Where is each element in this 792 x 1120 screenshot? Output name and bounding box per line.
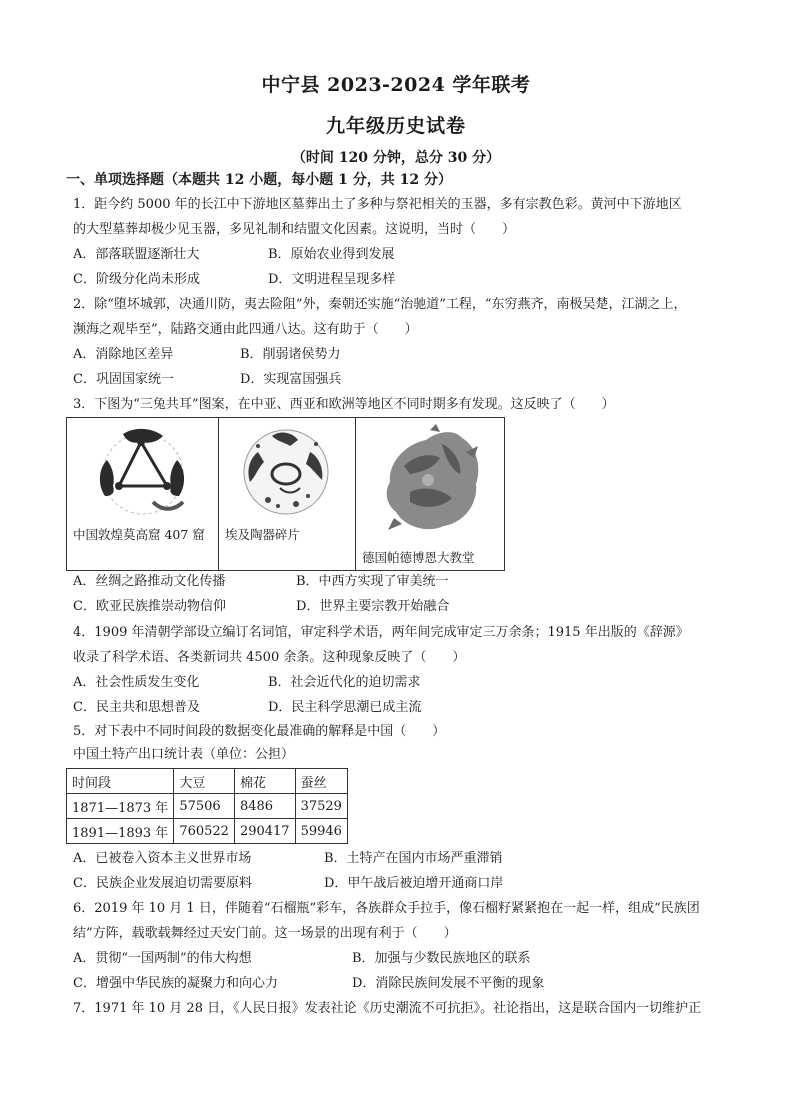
figure-caption-dunhuang: 中国敦煌莫高窟 407 窟 [73, 527, 205, 542]
q5-table-caption: 中国土特产出口统计表（单位：公担） [73, 747, 295, 762]
exam-subject-title: 九年级历史试卷 [325, 115, 466, 137]
q3-option-b: B．中西方实现了审美统一 [296, 574, 449, 589]
q1-option-a: A．部落联盟逐渐壮大 [73, 247, 200, 262]
exam-meta: （时间 120 分钟，总分 30 分） [291, 150, 501, 166]
q5-stem-line1: 5．对下表中不同时间段的数据变化最准确的解释是中国（ ） [73, 724, 446, 739]
table-header-cell: 时间段 [67, 769, 174, 794]
q5-option-b: B．土特产在国内市场严重滞销 [324, 851, 503, 866]
three-hares-dunhuang-image [83, 422, 203, 522]
q6-option-d: D．消除民族间发展不平衡的现象 [352, 976, 545, 991]
q1-option-c: C．阶级分化尚未形成 [73, 272, 200, 287]
q3-option-a: A．丝绸之路推动文化传播 [73, 574, 226, 589]
q7-stem-line1: 7．1971 年 10 月 28 日，《人民日报》发表社论《历史潮流不可抗拒》。社论指出，这是联合国内一切维护正 [73, 1001, 702, 1016]
export-statistics-table [66, 768, 348, 844]
table-cell: 1871—1873 年 [67, 794, 174, 819]
q2-stem-line1: 2．除“堕坏城郭，决通川防，夷去险阻”外，秦朝还实施“治驰道”工程，“东穷燕齐，南极吴楚，江湖之上， [73, 297, 687, 312]
q1-stem-line2: 的大型墓葬却极少见玉器，多见礼制和结盟文化因素。这说明，当时（ ） [73, 222, 516, 237]
q6-option-a: A．贯彻“一国两制”的伟大构想 [73, 951, 252, 966]
section-heading: 一、单项选择题（本题共 12 小题，每小题 1 分，共 12 分） [66, 172, 452, 188]
figure-caption-paderborn: 德国帕德博恩大教堂 [362, 550, 475, 565]
q4-option-d: D．民主科学思潮已成主流 [268, 700, 422, 715]
q6-stem-line1: 6．2019 年 10 月 1 日，伴随着“石榴瓶”彩车，各族群众手拉手，像石榴籽紧紧抱在一起一样，组成“民族团 [73, 901, 700, 916]
table-cell: 37529 [295, 794, 347, 819]
q5-option-a: A．已被卷入资本主义世界市场 [73, 851, 252, 866]
q3-stem-line1: 3．下图为“三兔共耳”图案，在中亚、西亚和欧洲等地区不同时期多有发现。这反映了（ ） [73, 397, 615, 412]
table-cell: 8486 [234, 794, 295, 819]
q1-option-d: D．文明进程呈现多样 [268, 272, 396, 287]
table-header-cell: 棉花 [234, 769, 295, 794]
q4-option-a: A．社会性质发生变化 [73, 675, 200, 690]
table-cell: 1891—1893 年 [67, 819, 174, 844]
q4-option-b: B．社会近代化的迫切需求 [268, 675, 421, 690]
q4-stem-line2: 收录了科学术语、各类新词共 4500 余条。这种现象反映了（ ） [73, 650, 466, 665]
q6-stem-line2: 结”方阵，载歌载舞经过天安门前。这一场景的出现有利于（ ） [73, 926, 457, 941]
exam-title: 中宁县 2023-2024 学年联考 [261, 74, 531, 96]
figure-cell-paderborn [356, 418, 504, 570]
figure-cell-egypt [218, 418, 356, 570]
three-hares-paderborn-image [370, 422, 492, 538]
q1-stem-line1: 1．距今约 5000 年的长江中下游地区墓葬出土了多种与祭祀相关的玉器，多有宗教色彩。黄河中下游地区 [73, 197, 682, 212]
q5-option-d: D．甲午战后被迫增开通商口岸 [324, 876, 504, 891]
q4-option-c: C．民主共和思想普及 [73, 700, 200, 715]
q4-stem-line1: 4．1909 年清朝学部设立编订名词馆，审定科学术语，两年间完成审定三万余条；1915 年出版的《辞源》 [73, 625, 689, 640]
q2-option-c: C．巩固国家统一 [73, 372, 174, 387]
three-hares-egypt-image [228, 422, 344, 522]
q3-option-c: C．欧亚民族推崇动物信仰 [73, 599, 226, 614]
table-header-cell: 蚕丝 [295, 769, 347, 794]
table-header-row [67, 769, 348, 794]
q6-option-c: C．增强中华民族的凝聚力和向心力 [73, 976, 278, 991]
figure-caption-egypt: 埃及陶器碎片 [225, 527, 301, 542]
q5-option-c: C．民族企业发展迫切需要原料 [73, 876, 252, 891]
q2-option-a: A．消除地区差异 [73, 347, 174, 362]
table-header-cell: 大豆 [174, 769, 235, 794]
q3-option-d: D．世界主要宗教开始融合 [296, 599, 450, 614]
q2-stem-line2: 濒海之观毕至”，陆路交通由此四通八达。这有助于（ ） [73, 322, 418, 337]
table-cell: 290417 [234, 819, 295, 844]
table-row [67, 819, 348, 844]
table-cell: 760522 [174, 819, 235, 844]
q1-option-b: B．原始农业得到发展 [268, 247, 395, 262]
three-hares-figure [66, 417, 505, 571]
q2-option-d: D．实现富国强兵 [240, 372, 342, 387]
figure-cell-dunhuang [67, 418, 219, 570]
q2-option-b: B．削弱诸侯势力 [240, 347, 341, 362]
table-cell: 57506 [174, 794, 235, 819]
q6-option-b: B．加强与少数民族地区的联系 [352, 951, 531, 966]
table-row [67, 794, 348, 819]
table-cell: 59946 [295, 819, 347, 844]
